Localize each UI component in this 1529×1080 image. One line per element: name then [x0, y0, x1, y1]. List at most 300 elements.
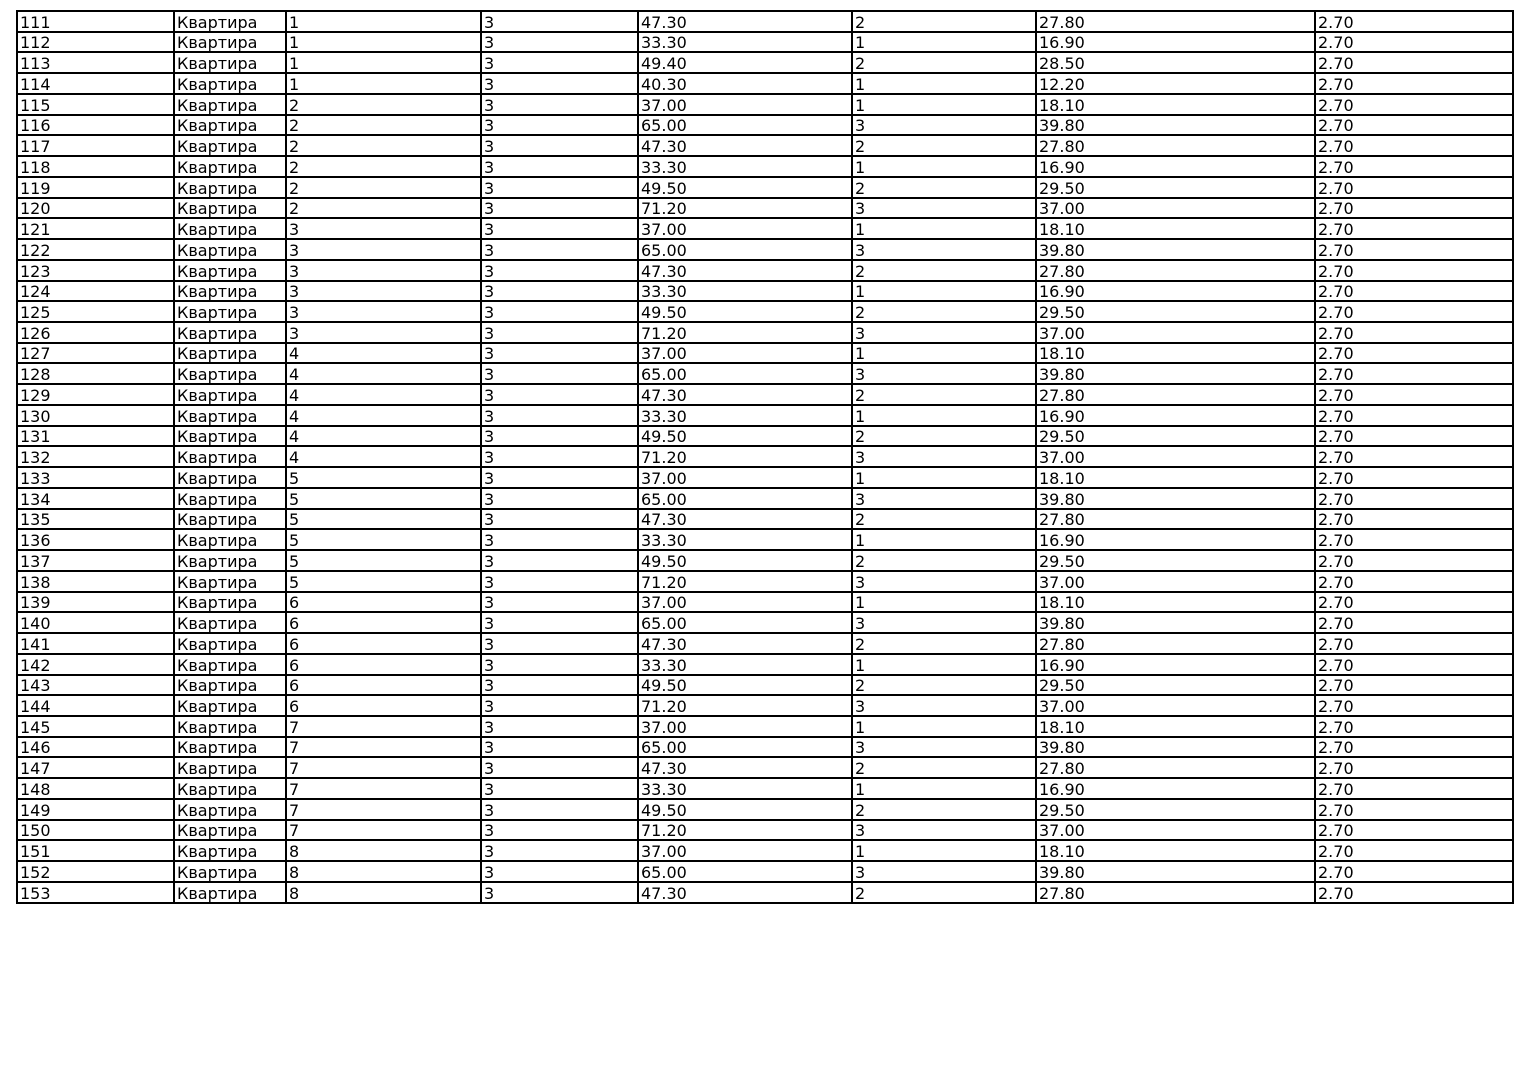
- unit-number-cell: 145: [17, 716, 174, 737]
- living-area-cell: 37.00: [1036, 198, 1315, 219]
- ceiling-height-cell: 2.70: [1315, 654, 1513, 675]
- ceiling-height-cell: 2.70: [1315, 716, 1513, 737]
- room-count-cell: 2: [852, 799, 1036, 820]
- total-area-cell: 37.00: [638, 467, 852, 488]
- rooms-column-cell: 3: [481, 94, 638, 115]
- total-area-cell: 33.30: [638, 156, 852, 177]
- room-count-cell: 3: [852, 115, 1036, 136]
- room-count-cell: 3: [852, 695, 1036, 716]
- total-area-cell: 49.40: [638, 52, 852, 73]
- unit-type-cell: Квартира: [174, 281, 286, 302]
- living-area-cell: 18.10: [1036, 467, 1315, 488]
- section-cell: 1: [286, 11, 481, 32]
- total-area-cell: 33.30: [638, 654, 852, 675]
- total-area-cell: 49.50: [638, 301, 852, 322]
- rooms-column-cell: 3: [481, 820, 638, 841]
- room-count-cell: 1: [852, 281, 1036, 302]
- total-area-cell: 49.50: [638, 426, 852, 447]
- living-area-cell: 16.90: [1036, 32, 1315, 53]
- section-cell: 5: [286, 509, 481, 530]
- unit-type-cell: Квартира: [174, 778, 286, 799]
- unit-type-cell: Квартира: [174, 592, 286, 613]
- room-count-cell: 2: [852, 301, 1036, 322]
- unit-number-cell: 123: [17, 260, 174, 281]
- rooms-column-cell: 3: [481, 384, 638, 405]
- living-area-cell: 18.10: [1036, 716, 1315, 737]
- room-count-cell: 2: [852, 675, 1036, 696]
- ceiling-height-cell: 2.70: [1315, 446, 1513, 467]
- total-area-cell: 71.20: [638, 695, 852, 716]
- section-cell: 7: [286, 716, 481, 737]
- ceiling-height-cell: 2.70: [1315, 343, 1513, 364]
- unit-type-cell: Квартира: [174, 405, 286, 426]
- total-area-cell: 33.30: [638, 281, 852, 302]
- room-count-cell: 3: [852, 446, 1036, 467]
- rooms-column-cell: 3: [481, 488, 638, 509]
- section-cell: 7: [286, 799, 481, 820]
- unit-type-cell: Квартира: [174, 384, 286, 405]
- document-sheet: [16, 10, 1514, 904]
- section-cell: 5: [286, 529, 481, 550]
- living-area-cell: 39.80: [1036, 861, 1315, 882]
- room-count-cell: 1: [852, 343, 1036, 364]
- room-count-cell: 3: [852, 239, 1036, 260]
- room-count-cell: 2: [852, 135, 1036, 156]
- rooms-column-cell: 3: [481, 675, 638, 696]
- ceiling-height-cell: 2.70: [1315, 799, 1513, 820]
- table-row: [17, 571, 1513, 592]
- rooms-column-cell: 3: [481, 363, 638, 384]
- unit-number-cell: 147: [17, 757, 174, 778]
- table-row: [17, 550, 1513, 571]
- living-area-cell: 16.90: [1036, 778, 1315, 799]
- rooms-column-cell: 3: [481, 322, 638, 343]
- unit-number-cell: 128: [17, 363, 174, 384]
- rooms-column-cell: 3: [481, 301, 638, 322]
- section-cell: 7: [286, 737, 481, 758]
- living-area-cell: 39.80: [1036, 115, 1315, 136]
- table-row: [17, 363, 1513, 384]
- room-count-cell: 2: [852, 882, 1036, 903]
- total-area-cell: 37.00: [638, 218, 852, 239]
- rooms-column-cell: 3: [481, 550, 638, 571]
- room-count-cell: 2: [852, 633, 1036, 654]
- room-count-cell: 1: [852, 654, 1036, 675]
- unit-type-cell: Квартира: [174, 260, 286, 281]
- section-cell: 5: [286, 467, 481, 488]
- total-area-cell: 33.30: [638, 405, 852, 426]
- living-area-cell: 18.10: [1036, 840, 1315, 861]
- table-row: [17, 281, 1513, 302]
- table-row: [17, 115, 1513, 136]
- unit-type-cell: Квартира: [174, 757, 286, 778]
- living-area-cell: 27.80: [1036, 882, 1315, 903]
- ceiling-height-cell: 2.70: [1315, 695, 1513, 716]
- room-count-cell: 2: [852, 177, 1036, 198]
- total-area-cell: 37.00: [638, 716, 852, 737]
- living-area-cell: 27.80: [1036, 509, 1315, 530]
- total-area-cell: 47.30: [638, 882, 852, 903]
- section-cell: 2: [286, 115, 481, 136]
- room-count-cell: 1: [852, 778, 1036, 799]
- section-cell: 6: [286, 612, 481, 633]
- ceiling-height-cell: 2.70: [1315, 757, 1513, 778]
- total-area-cell: 47.30: [638, 11, 852, 32]
- unit-type-cell: Квартира: [174, 239, 286, 260]
- table-row: [17, 177, 1513, 198]
- unit-number-cell: 124: [17, 281, 174, 302]
- rooms-column-cell: 3: [481, 218, 638, 239]
- ceiling-height-cell: 2.70: [1315, 239, 1513, 260]
- rooms-column-cell: 3: [481, 260, 638, 281]
- room-count-cell: 1: [852, 156, 1036, 177]
- living-area-cell: 12.20: [1036, 73, 1315, 94]
- total-area-cell: 65.00: [638, 737, 852, 758]
- living-area-cell: 29.50: [1036, 550, 1315, 571]
- unit-type-cell: Квартира: [174, 115, 286, 136]
- unit-type-cell: Квартира: [174, 840, 286, 861]
- ceiling-height-cell: 2.70: [1315, 115, 1513, 136]
- section-cell: 6: [286, 633, 481, 654]
- rooms-column-cell: 3: [481, 882, 638, 903]
- table-row: [17, 716, 1513, 737]
- living-area-cell: 37.00: [1036, 820, 1315, 841]
- room-count-cell: 1: [852, 529, 1036, 550]
- table-row: [17, 343, 1513, 364]
- living-area-cell: 27.80: [1036, 633, 1315, 654]
- unit-number-cell: 150: [17, 820, 174, 841]
- room-count-cell: 1: [852, 467, 1036, 488]
- table-row: [17, 820, 1513, 841]
- living-area-cell: 29.50: [1036, 301, 1315, 322]
- unit-type-cell: Квартира: [174, 11, 286, 32]
- table-row: [17, 156, 1513, 177]
- total-area-cell: 49.50: [638, 177, 852, 198]
- rooms-column-cell: 3: [481, 32, 638, 53]
- room-count-cell: 3: [852, 363, 1036, 384]
- section-cell: 2: [286, 135, 481, 156]
- total-area-cell: 65.00: [638, 612, 852, 633]
- unit-number-cell: 111: [17, 11, 174, 32]
- rooms-column-cell: 3: [481, 861, 638, 882]
- total-area-cell: 65.00: [638, 115, 852, 136]
- total-area-cell: 65.00: [638, 861, 852, 882]
- unit-type-cell: Квартира: [174, 799, 286, 820]
- room-count-cell: 1: [852, 716, 1036, 737]
- unit-number-cell: 125: [17, 301, 174, 322]
- table-row: [17, 446, 1513, 467]
- unit-type-cell: Квартира: [174, 177, 286, 198]
- table-row: [17, 488, 1513, 509]
- total-area-cell: 33.30: [638, 32, 852, 53]
- ceiling-height-cell: 2.70: [1315, 550, 1513, 571]
- rooms-column-cell: 3: [481, 73, 638, 94]
- table-row: [17, 861, 1513, 882]
- total-area-cell: 33.30: [638, 529, 852, 550]
- section-cell: 1: [286, 52, 481, 73]
- living-area-cell: 16.90: [1036, 156, 1315, 177]
- rooms-column-cell: 3: [481, 612, 638, 633]
- ceiling-height-cell: 2.70: [1315, 861, 1513, 882]
- ceiling-height-cell: 2.70: [1315, 467, 1513, 488]
- unit-type-cell: Квартира: [174, 156, 286, 177]
- unit-number-cell: 139: [17, 592, 174, 613]
- table-row: [17, 384, 1513, 405]
- ceiling-height-cell: 2.70: [1315, 260, 1513, 281]
- table-row: [17, 509, 1513, 530]
- section-cell: 6: [286, 592, 481, 613]
- ceiling-height-cell: 2.70: [1315, 156, 1513, 177]
- room-count-cell: 3: [852, 571, 1036, 592]
- rooms-column-cell: 3: [481, 757, 638, 778]
- ceiling-height-cell: 2.70: [1315, 384, 1513, 405]
- living-area-cell: 27.80: [1036, 384, 1315, 405]
- living-area-cell: 18.10: [1036, 343, 1315, 364]
- living-area-cell: 16.90: [1036, 281, 1315, 302]
- ceiling-height-cell: 2.70: [1315, 94, 1513, 115]
- table-row: [17, 737, 1513, 758]
- section-cell: 5: [286, 550, 481, 571]
- unit-number-cell: 119: [17, 177, 174, 198]
- total-area-cell: 71.20: [638, 322, 852, 343]
- rooms-column-cell: 3: [481, 135, 638, 156]
- table-row: [17, 778, 1513, 799]
- section-cell: 1: [286, 32, 481, 53]
- living-area-cell: 16.90: [1036, 654, 1315, 675]
- total-area-cell: 47.30: [638, 757, 852, 778]
- table-row: [17, 467, 1513, 488]
- total-area-cell: 71.20: [638, 446, 852, 467]
- unit-number-cell: 133: [17, 467, 174, 488]
- section-cell: 3: [286, 322, 481, 343]
- rooms-column-cell: 3: [481, 405, 638, 426]
- living-area-cell: 27.80: [1036, 757, 1315, 778]
- ceiling-height-cell: 2.70: [1315, 32, 1513, 53]
- room-count-cell: 2: [852, 757, 1036, 778]
- room-count-cell: 2: [852, 52, 1036, 73]
- rooms-column-cell: 3: [481, 446, 638, 467]
- unit-type-cell: Квартира: [174, 820, 286, 841]
- rooms-column-cell: 3: [481, 654, 638, 675]
- unit-type-cell: Квартира: [174, 633, 286, 654]
- unit-type-cell: Квартира: [174, 675, 286, 696]
- unit-number-cell: 151: [17, 840, 174, 861]
- table-body: [17, 11, 1513, 903]
- ceiling-height-cell: 2.70: [1315, 612, 1513, 633]
- ceiling-height-cell: 2.70: [1315, 592, 1513, 613]
- unit-type-cell: Квартира: [174, 529, 286, 550]
- ceiling-height-cell: 2.70: [1315, 405, 1513, 426]
- table-row: [17, 52, 1513, 73]
- unit-number-cell: 148: [17, 778, 174, 799]
- living-area-cell: 18.10: [1036, 218, 1315, 239]
- rooms-column-cell: 3: [481, 592, 638, 613]
- unit-number-cell: 112: [17, 32, 174, 53]
- total-area-cell: 65.00: [638, 488, 852, 509]
- section-cell: 3: [286, 239, 481, 260]
- table-row: [17, 94, 1513, 115]
- total-area-cell: 71.20: [638, 198, 852, 219]
- living-area-cell: 28.50: [1036, 52, 1315, 73]
- total-area-cell: 49.50: [638, 675, 852, 696]
- table-row: [17, 135, 1513, 156]
- table-row: [17, 322, 1513, 343]
- ceiling-height-cell: 2.70: [1315, 301, 1513, 322]
- ceiling-height-cell: 2.70: [1315, 633, 1513, 654]
- ceiling-height-cell: 2.70: [1315, 571, 1513, 592]
- room-count-cell: 2: [852, 426, 1036, 447]
- unit-type-cell: Квартира: [174, 198, 286, 219]
- rooms-column-cell: 3: [481, 239, 638, 260]
- section-cell: 6: [286, 654, 481, 675]
- living-area-cell: 18.10: [1036, 94, 1315, 115]
- section-cell: 3: [286, 260, 481, 281]
- living-area-cell: 16.90: [1036, 405, 1315, 426]
- total-area-cell: 47.30: [638, 633, 852, 654]
- section-cell: 7: [286, 820, 481, 841]
- ceiling-height-cell: 2.70: [1315, 778, 1513, 799]
- section-cell: 2: [286, 198, 481, 219]
- table-row: [17, 301, 1513, 322]
- room-count-cell: 2: [852, 384, 1036, 405]
- unit-number-cell: 120: [17, 198, 174, 219]
- ceiling-height-cell: 2.70: [1315, 488, 1513, 509]
- rooms-column-cell: 3: [481, 716, 638, 737]
- section-cell: 8: [286, 840, 481, 861]
- ceiling-height-cell: 2.70: [1315, 882, 1513, 903]
- living-area-cell: 37.00: [1036, 695, 1315, 716]
- unit-type-cell: Квартира: [174, 612, 286, 633]
- unit-number-cell: 152: [17, 861, 174, 882]
- living-area-cell: 29.50: [1036, 177, 1315, 198]
- rooms-column-cell: 3: [481, 11, 638, 32]
- room-count-cell: 2: [852, 509, 1036, 530]
- rooms-column-cell: 3: [481, 156, 638, 177]
- unit-number-cell: 122: [17, 239, 174, 260]
- unit-type-cell: Квартира: [174, 716, 286, 737]
- rooms-column-cell: 3: [481, 737, 638, 758]
- unit-type-cell: Квартира: [174, 322, 286, 343]
- living-area-cell: 39.80: [1036, 363, 1315, 384]
- table-row: [17, 426, 1513, 447]
- total-area-cell: 65.00: [638, 363, 852, 384]
- section-cell: 3: [286, 281, 481, 302]
- living-area-cell: 29.50: [1036, 799, 1315, 820]
- unit-number-cell: 138: [17, 571, 174, 592]
- section-cell: 4: [286, 363, 481, 384]
- ceiling-height-cell: 2.70: [1315, 281, 1513, 302]
- room-count-cell: 2: [852, 11, 1036, 32]
- room-count-cell: 3: [852, 612, 1036, 633]
- unit-type-cell: Квартира: [174, 550, 286, 571]
- room-count-cell: 1: [852, 73, 1036, 94]
- unit-number-cell: 130: [17, 405, 174, 426]
- unit-number-cell: 153: [17, 882, 174, 903]
- table-row: [17, 612, 1513, 633]
- table-row: [17, 799, 1513, 820]
- ceiling-height-cell: 2.70: [1315, 11, 1513, 32]
- rooms-column-cell: 3: [481, 840, 638, 861]
- rooms-column-cell: 3: [481, 426, 638, 447]
- rooms-column-cell: 3: [481, 571, 638, 592]
- room-count-cell: 3: [852, 322, 1036, 343]
- living-area-cell: 39.80: [1036, 612, 1315, 633]
- unit-type-cell: Квартира: [174, 301, 286, 322]
- table-row: [17, 239, 1513, 260]
- unit-number-cell: 146: [17, 737, 174, 758]
- total-area-cell: 47.30: [638, 260, 852, 281]
- total-area-cell: 65.00: [638, 239, 852, 260]
- unit-type-cell: Квартира: [174, 695, 286, 716]
- ceiling-height-cell: 2.70: [1315, 73, 1513, 94]
- unit-number-cell: 127: [17, 343, 174, 364]
- ceiling-height-cell: 2.70: [1315, 820, 1513, 841]
- table-row: [17, 633, 1513, 654]
- section-cell: 8: [286, 882, 481, 903]
- unit-number-cell: 142: [17, 654, 174, 675]
- total-area-cell: 49.50: [638, 550, 852, 571]
- room-count-cell: 1: [852, 592, 1036, 613]
- room-count-cell: 3: [852, 737, 1036, 758]
- living-area-cell: 39.80: [1036, 488, 1315, 509]
- unit-number-cell: 141: [17, 633, 174, 654]
- table-row: [17, 260, 1513, 281]
- unit-type-cell: Квартира: [174, 343, 286, 364]
- living-area-cell: 18.10: [1036, 592, 1315, 613]
- ceiling-height-cell: 2.70: [1315, 426, 1513, 447]
- unit-number-cell: 129: [17, 384, 174, 405]
- unit-type-cell: Квартира: [174, 446, 286, 467]
- living-area-cell: 37.00: [1036, 446, 1315, 467]
- total-area-cell: 71.20: [638, 571, 852, 592]
- living-area-cell: 16.90: [1036, 529, 1315, 550]
- ceiling-height-cell: 2.70: [1315, 177, 1513, 198]
- section-cell: 2: [286, 94, 481, 115]
- unit-number-cell: 113: [17, 52, 174, 73]
- unit-number-cell: 115: [17, 94, 174, 115]
- rooms-column-cell: 3: [481, 198, 638, 219]
- unit-type-cell: Квартира: [174, 32, 286, 53]
- unit-type-cell: Квартира: [174, 467, 286, 488]
- room-count-cell: 3: [852, 198, 1036, 219]
- ceiling-height-cell: 2.70: [1315, 135, 1513, 156]
- total-area-cell: 47.30: [638, 384, 852, 405]
- section-cell: 7: [286, 778, 481, 799]
- ceiling-height-cell: 2.70: [1315, 509, 1513, 530]
- unit-type-cell: Квартира: [174, 135, 286, 156]
- unit-number-cell: 140: [17, 612, 174, 633]
- table-row: [17, 654, 1513, 675]
- room-count-cell: 2: [852, 260, 1036, 281]
- ceiling-height-cell: 2.70: [1315, 52, 1513, 73]
- unit-type-cell: Квартира: [174, 571, 286, 592]
- total-area-cell: 71.20: [638, 820, 852, 841]
- room-count-cell: 2: [852, 550, 1036, 571]
- unit-number-cell: 131: [17, 426, 174, 447]
- unit-type-cell: Квартира: [174, 73, 286, 94]
- ceiling-height-cell: 2.70: [1315, 322, 1513, 343]
- section-cell: 7: [286, 757, 481, 778]
- section-cell: 8: [286, 861, 481, 882]
- unit-type-cell: Квартира: [174, 861, 286, 882]
- rooms-column-cell: 3: [481, 467, 638, 488]
- room-count-cell: 1: [852, 405, 1036, 426]
- unit-number-cell: 136: [17, 529, 174, 550]
- total-area-cell: 47.30: [638, 509, 852, 530]
- unit-number-cell: 114: [17, 73, 174, 94]
- section-cell: 3: [286, 218, 481, 239]
- total-area-cell: 49.50: [638, 799, 852, 820]
